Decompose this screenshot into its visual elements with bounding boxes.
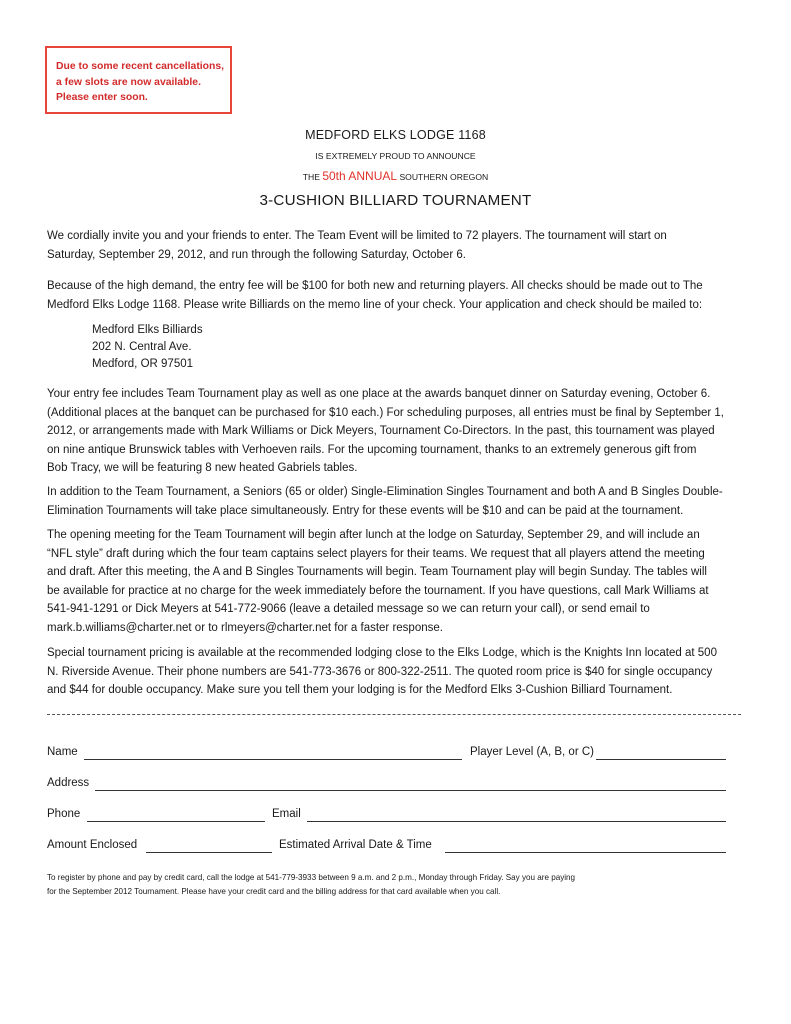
text-line: and draft. After this meeting, the A and B Singles Tournaments will begin. Team Tournament play will begin Sunday. The tables will xyxy=(47,566,707,579)
text-line: The opening meeting for the Team Tournament will begin after lunch at the lodge on Saturday, September 29, and will include an xyxy=(47,529,700,541)
phone-registration-note xyxy=(47,871,575,898)
text-line: and $44 for double occupancy. Make sure you tell them your lodging is for the Medford Elks 3-Cushion Billiard Tournament. xyxy=(47,684,673,697)
email-label: Email xyxy=(272,808,301,820)
note-line: To register by phone and pay by credit card, call the lodge at 541-779-3933 between 9 a.m. and 2 p.m., Monday through Friday. Say you are paying xyxy=(47,873,576,882)
address-line: Medford Elks Billiards xyxy=(92,324,203,336)
address-label: Address xyxy=(47,777,90,789)
notice-line: a few slots are now available. xyxy=(56,76,201,88)
text-line: Because of the high demand, the entry fee will be $100 for both new and returning players. All checks should be made out to The xyxy=(47,280,703,292)
text-line: Medford Elks Lodge 1168. Please write Billiards on the memo line of your check. Your application and check should be mailed to: xyxy=(47,298,703,311)
annual-line xyxy=(0,169,791,183)
text-line: Special tournament pricing is available at the recommended lodging close to the Elks Lodge, which is the Knights Inn located at 500 xyxy=(47,647,717,659)
amount-enclosed-label: Amount Enclosed xyxy=(47,839,138,851)
paragraph-lodging xyxy=(47,644,747,700)
mailing-address xyxy=(92,322,203,374)
phone-label: Phone xyxy=(47,808,81,820)
paragraph-entry-fee xyxy=(47,277,747,314)
text-line: Saturday, September 29, 2012, and run through the following Saturday, October 6. xyxy=(47,248,466,261)
note-line: for the September 2012 Tournament. Please have your credit card and the billing address for that card available when you call. xyxy=(47,886,501,896)
email-field[interactable] xyxy=(307,821,726,822)
amount-enclosed-field[interactable] xyxy=(146,852,272,853)
text-line: Your entry fee includes Team Tournament play as well as one place at the awards banquet dinner on Saturday evening, October 6. xyxy=(47,388,711,400)
arrival-label: Estimated Arrival Date & Time xyxy=(279,839,432,851)
address-field[interactable] xyxy=(95,790,726,791)
name-label: Name xyxy=(47,746,78,758)
text-line: Bob Tracy, we will be featuring 8 new heated Gabriels tables. xyxy=(47,462,358,475)
lodge-name: MEDFORD ELKS LODGE 1168 xyxy=(305,128,486,142)
text-line: (Additional places at the banquet can be purchased for $10 each.) For scheduling purposes, all entries must be final by September 1, xyxy=(47,406,724,419)
notice-line: Please enter soon. xyxy=(56,92,148,103)
address-line: Medford, OR 97501 xyxy=(92,358,194,371)
phone-field[interactable] xyxy=(87,821,265,822)
arrival-field[interactable] xyxy=(445,852,726,853)
text-line: on nine antique Brunswick tables with Verhoeven rails. For the upcoming tournament, thanks to an extremely generous gift from xyxy=(47,443,697,456)
player-level-label: Player Level (A, B, or C) xyxy=(470,746,594,758)
text-line: We cordially invite you and your friends to enter. The Team Event will be limited to 72 players. The tournament will start on xyxy=(47,230,667,242)
text-line: Elimination Tournaments will take place simultaneously. Entry for these events will be $10 and can be paid at the tournament. xyxy=(47,504,684,517)
text-line: N. Riverside Avenue. Their phone numbers are 541-773-3676 or 800-322-2511. The quoted room price is $40 for single occupancy xyxy=(47,665,713,678)
paragraph-meeting xyxy=(47,526,747,638)
paragraph-singles xyxy=(47,483,747,520)
text-line: In addition to the Team Tournament, a Seniors (65 or older) Single-Elimination Singles Tournament and both A and B Singles Double- xyxy=(47,486,723,498)
text-line: be available for practice at no charge for the week immediately before the tournament. If you have questions, call Mark Williams at xyxy=(47,584,709,597)
player-level-field[interactable] xyxy=(596,759,726,760)
text-line: 541-941-1291 or Dick Meyers at 541-772-9066 (leave a detailed message so we can return your call), or send email to xyxy=(47,603,650,616)
paragraph-invitation xyxy=(47,227,747,264)
text-line: “NFL style” draft during which the four team captains select players for their teams. We request that all players attend the meeting xyxy=(47,547,705,560)
the-word: THE xyxy=(302,172,320,182)
announce-line: IS EXTREMELY PROUD TO ANNOUNCE xyxy=(315,151,476,161)
address-line: 202 N. Central Ave. xyxy=(92,341,192,354)
annual-highlight: 50th ANNUAL xyxy=(322,169,398,183)
cut-line-divider xyxy=(47,714,741,715)
region-word: SOUTHERN OREGON xyxy=(399,172,489,182)
name-field[interactable] xyxy=(84,759,462,760)
page-title: 3-CUSHION BILLIARD TOURNAMENT xyxy=(259,192,532,209)
text-line: 2012, or arrangements made with Mark Williams or Dick Meyers, Tournament Co-Directors. In the past, this tournament was played xyxy=(47,425,715,438)
text-line: mark.b.williams@charter.net or to rlmeyers@charter.net for a faster response. xyxy=(47,621,443,634)
paragraph-banquet xyxy=(47,385,747,478)
cancellation-notice xyxy=(45,46,232,114)
notice-line: Due to some recent cancellations, xyxy=(56,61,225,72)
